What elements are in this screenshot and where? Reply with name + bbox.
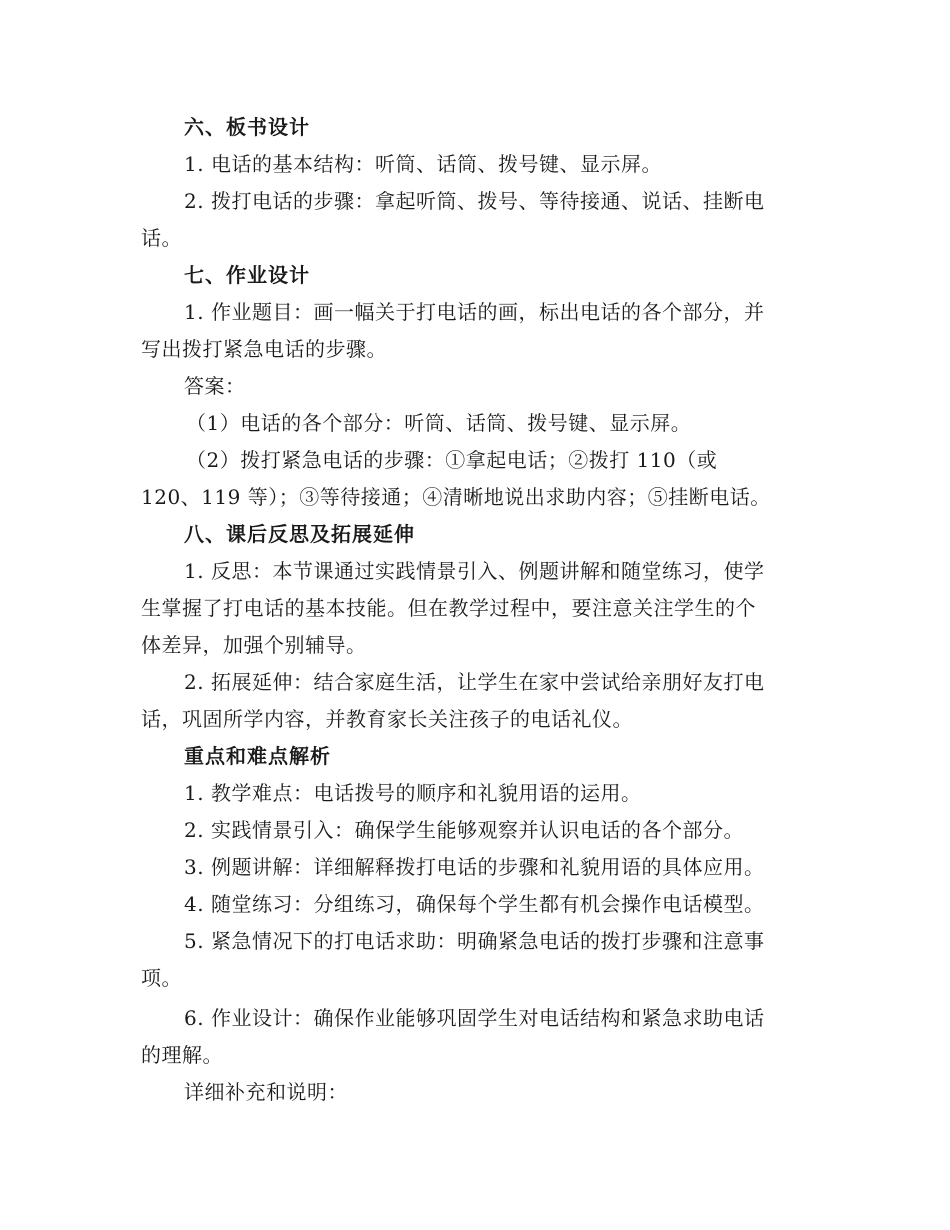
paragraph-line: 话。: [141, 226, 182, 250]
paragraph-line: 6. 作业设计：确保作业能够巩固学生对电话结构和紧急求助电话: [184, 1006, 765, 1030]
paragraph-line: 生掌握了打电话的基本技能。但在教学过程中，要注意关注学生的个: [141, 596, 756, 620]
paragraph-line: （2）拨打紧急电话的步骤：①拿起电话；②拨打 110（或: [186, 448, 718, 472]
paragraph-line: 1. 电话的基本结构：听筒、话筒、拨号键、显示屏。: [184, 152, 662, 176]
paragraph-line: 2. 实践情景引入：确保学生能够观察并认识电话的各个部分。: [184, 818, 744, 842]
paragraph-line: （1）电话的各个部分：听筒、话筒、拨号键、显示屏。: [186, 411, 692, 435]
paragraph-line: 话，巩固所学内容，并教育家长关注孩子的电话礼仪。: [141, 707, 633, 731]
answer-label: 答案：: [184, 374, 246, 398]
paragraph-line: 120、119 等）；③等待接通；④清晰地说出求助内容；⑤挂断电话。: [141, 485, 771, 509]
section-heading-board-design: 六、板书设计: [184, 115, 310, 139]
paragraph-line: 1. 教学难点：电话拨号的顺序和礼貌用语的运用。: [184, 781, 642, 805]
paragraph-line: 1. 反思：本节课通过实践情景引入、例题讲解和随堂练习，使学: [184, 559, 765, 583]
paragraph-line: 项。: [141, 966, 182, 990]
paragraph-line: 1. 作业题目：画一幅关于打电话的画，标出电话的各个部分，并: [184, 300, 765, 324]
paragraph-line: 4. 随堂练习：分组练习，确保每个学生都有机会操作电话模型。: [184, 892, 765, 916]
section-heading-homework-design: 七、作业设计: [184, 263, 310, 287]
paragraph-line: 体差异，加强个别辅导。: [141, 633, 367, 657]
paragraph-line: 详细补充和说明：: [184, 1080, 348, 1104]
paragraph-line: 的理解。: [141, 1043, 223, 1067]
paragraph-line: 2. 拓展延伸：结合家庭生活，让学生在家中尝试给亲朋好友打电: [184, 670, 765, 694]
paragraph-line: 写出拨打紧急电话的步骤。: [141, 337, 387, 361]
section-heading-reflection: 八、课后反思及拓展延伸: [184, 522, 415, 546]
section-heading-key-points: 重点和难点解析: [184, 744, 331, 768]
paragraph-line: 5. 紧急情况下的打电话求助：明确紧急电话的拨打步骤和注意事: [184, 929, 765, 953]
paragraph-line: 2. 拨打电话的步骤：拿起听筒、拨号、等待接通、说话、挂断电: [184, 189, 765, 213]
paragraph-line: 3. 例题讲解：详细解释拨打电话的步骤和礼貌用语的具体应用。: [184, 855, 765, 879]
